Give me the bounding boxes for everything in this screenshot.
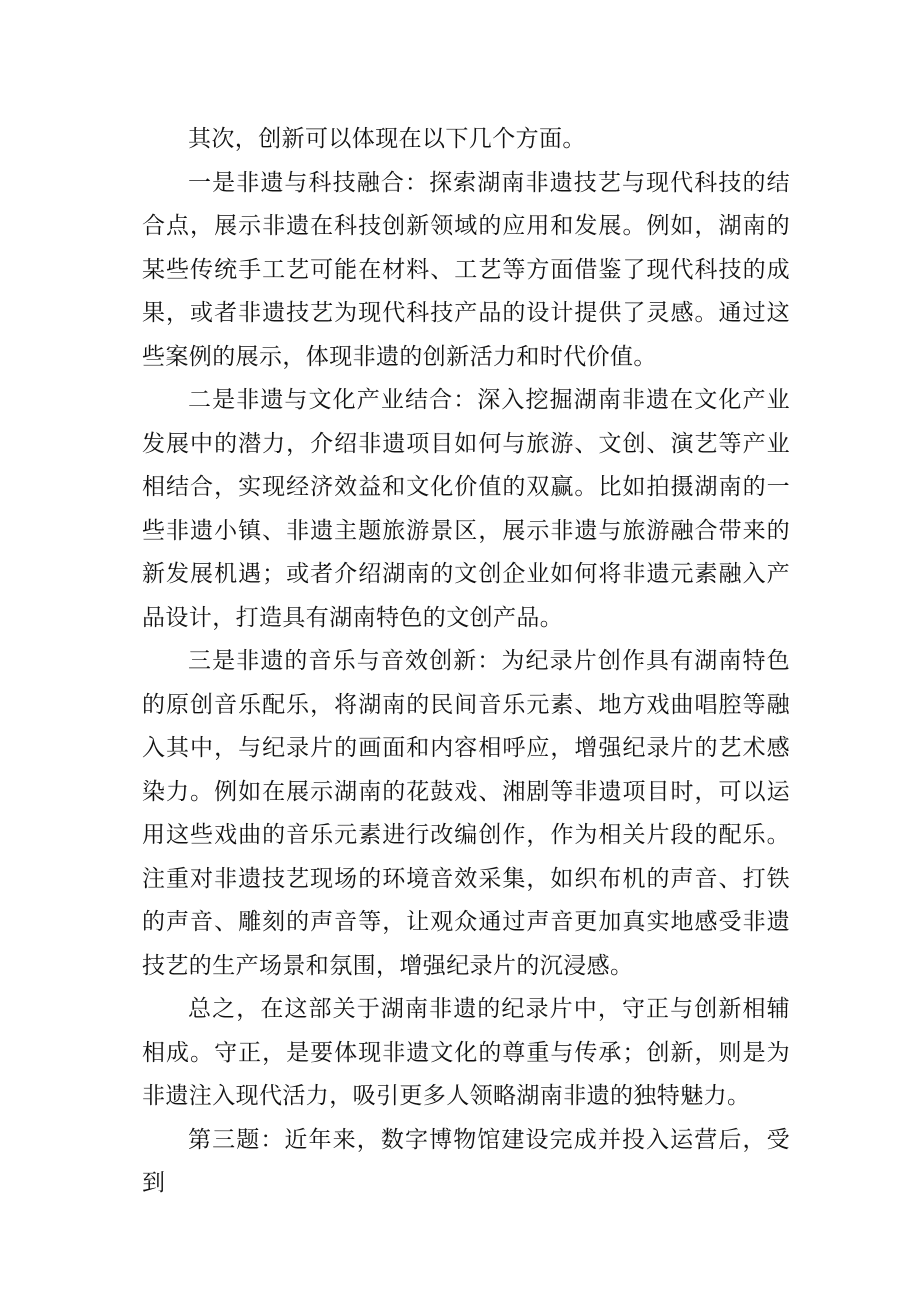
paragraph-tech-fusion: 一是非遗与科技融合：探索湖南非遗技艺与现代科技的结合点，展示非遗在科技创新领域的应用和发展。例如，湖南的某些传统手工艺可能在材料、工艺等方面借鉴了现代科技的成果，或者非遗技艺为现代科技产品的设计提供了灵感。通过这些案例的展示，体现非遗的创新活力和时代价值。 [142, 169, 790, 370]
paragraph-question-three: 第三题：近年来，数字博物馆建设完成并投入运营后，受到 [142, 1126, 790, 1196]
paragraph-culture-industry: 二是非遗与文化产业结合：深入挖掘湖南非遗在文化产业发展中的潜力，介绍非遗项目如何与旅游、文创、演艺等产业相结合，实现经济效益和文化价值的双赢。比如拍摄湖南的一些非遗小镇、非遗主题旅游景区，展示非遗与旅游融合带来的新发展机遇；或者介绍湖南的文创企业如何将非遗元素融入产品设计，打造具有湖南特色的文创产品。 [142, 387, 790, 631]
document-body [142, 118, 790, 1206]
paragraph-music-innovation: 三是非遗的音乐与音效创新：为纪录片创作具有湖南特色的原创音乐配乐，将湖南的民间音乐元素、地方戏曲唱腔等融入其中，与纪录片的画面和内容相呼应，增强纪录片的艺术感染力。例如在展示湖南的花鼓戏、湘剧等非遗项目时，可以运用这些戏曲的音乐元素进行改编创作，作为相关片段的配乐。注重对非遗技艺现场的环境音效采集，如织布机的声音、打铁的声音、雕刻的声音等，让观众通过声音更加真实地感受非遗技艺的生产场景和氛围，增强纪录片的沉浸感。 [142, 648, 790, 979]
paragraph-summary: 总之，在这部关于湖南非遗的纪录片中，守正与创新相辅相成。守正，是要体现非遗文化的尊重与传承；创新，则是为非遗注入现代活力，吸引更多人领略湖南非遗的独特魅力。 [142, 996, 790, 1109]
paragraph-intro: 其次，创新可以体现在以下几个方面。 [188, 126, 586, 152]
